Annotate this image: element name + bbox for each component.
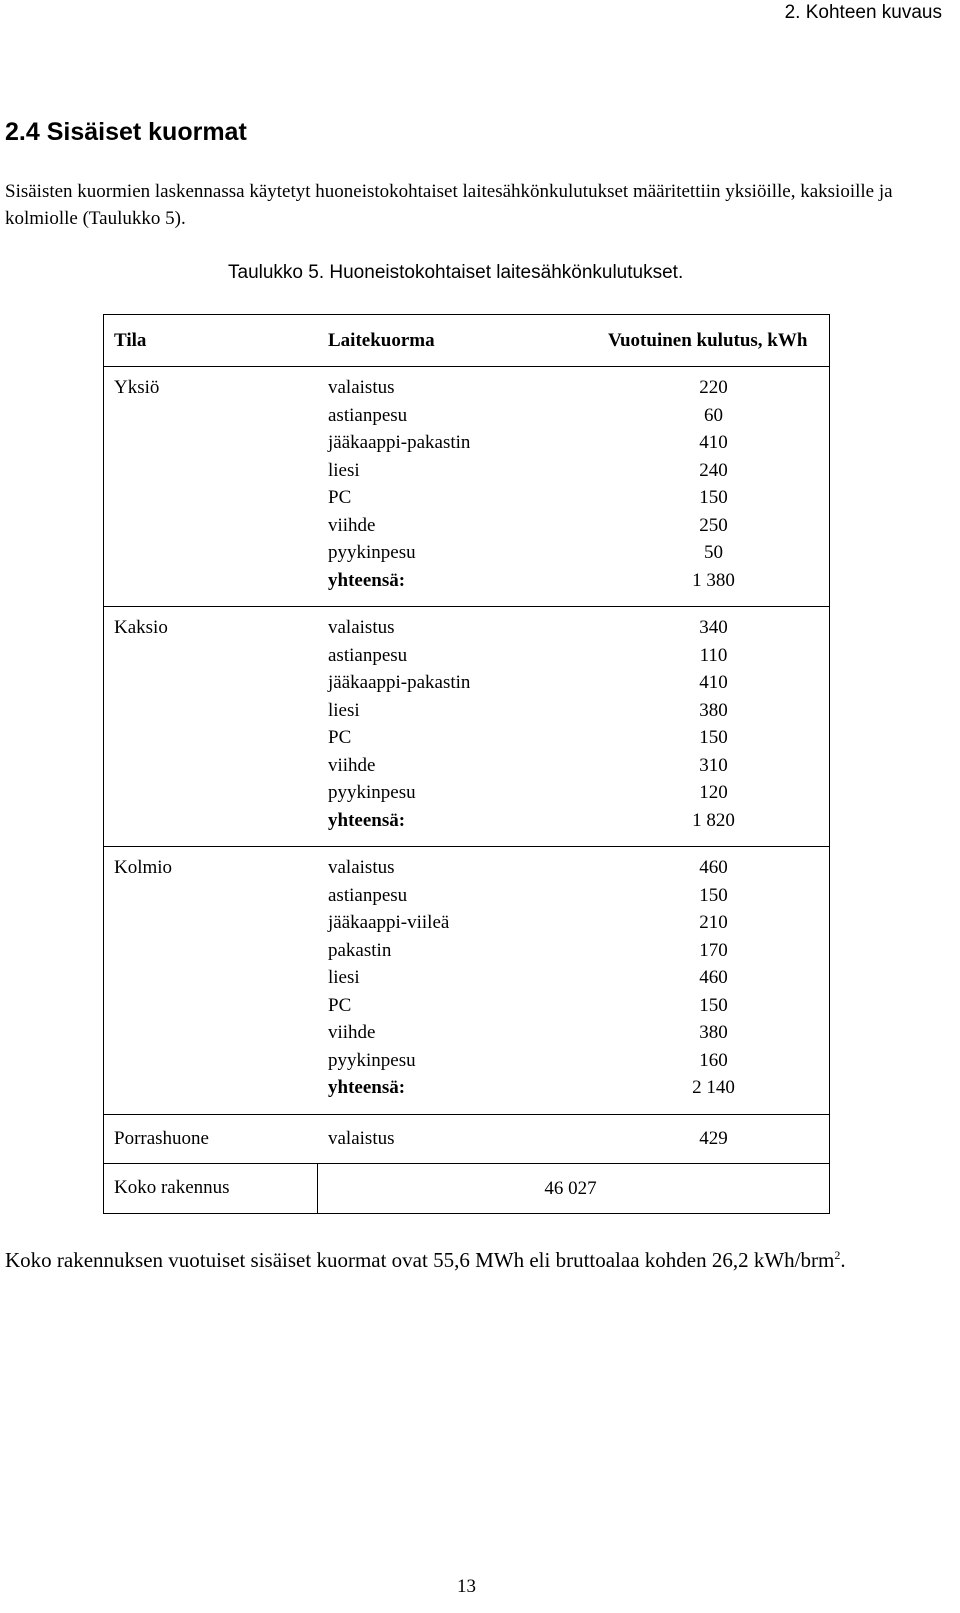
consumption-table	[103, 314, 830, 1214]
tila-label: Yksiö	[114, 377, 160, 398]
device-value: 150	[699, 884, 728, 906]
summary-end: .	[840, 1248, 846, 1272]
device-name: viihde	[328, 514, 376, 536]
device-name: valaistus	[328, 617, 395, 638]
device-name: viihde	[328, 754, 376, 776]
device-name: liesi	[328, 967, 360, 988]
device-name: jääkaappi-pakastin	[328, 432, 471, 453]
device-name: PC	[328, 487, 352, 508]
device-value: 170	[699, 939, 728, 961]
total-label: yhteensä:	[328, 569, 406, 591]
device-value: 460	[699, 967, 728, 988]
device-value: 410	[699, 432, 728, 453]
device-value: 380	[699, 1022, 728, 1043]
table-header-row	[104, 315, 829, 367]
device-value: 120	[699, 782, 728, 803]
running-header: 2. Kohteen kuvaus	[784, 2, 942, 23]
device-name: valaistus	[328, 377, 395, 398]
summary-paragraph	[5, 1248, 846, 1273]
device-value: 240	[699, 459, 728, 481]
header-laitekuorma: Laitekuorma	[328, 329, 435, 351]
device-name: PC	[328, 727, 352, 748]
device-name: jääkaappi-viileä	[328, 912, 450, 933]
device-name: pyykinpesu	[328, 782, 416, 803]
kulutus-list	[598, 374, 829, 594]
total-building-value: 46 027	[544, 1177, 597, 1199]
device-value: 150	[699, 727, 728, 748]
total-value: 1 380	[692, 569, 735, 591]
total-label: yhteensä:	[328, 809, 406, 831]
device-value: 150	[699, 487, 728, 508]
header-tila: Tila	[114, 329, 147, 351]
device-name: pakastin	[328, 939, 392, 961]
device-value: 220	[699, 377, 728, 398]
kulutus-list	[598, 854, 829, 1102]
device-value: 110	[699, 644, 728, 666]
device-value: 150	[699, 994, 728, 1016]
device-value: 380	[699, 699, 728, 721]
device-value: 160	[699, 1049, 728, 1071]
device-name: astianpesu	[328, 884, 408, 906]
device-name: astianpesu	[328, 404, 408, 426]
device-name: jääkaappi-pakastin	[328, 672, 471, 693]
laitekuorma-list	[318, 374, 598, 594]
kulutus-list	[598, 614, 829, 834]
laitekuorma-list	[318, 854, 598, 1102]
tila-label: Kaksio	[114, 617, 168, 638]
tila-kaksio	[104, 614, 318, 834]
section-heading: 2.4 Sisäiset kuormat	[5, 118, 247, 146]
tila-kolmio	[104, 854, 318, 1102]
total-value: 1 820	[692, 809, 735, 831]
device-value: 310	[699, 754, 728, 776]
device-name: valaistus	[328, 1127, 395, 1149]
device-value: 60	[704, 404, 723, 426]
header-kulutus: Vuotuinen kulutus, kWh	[608, 329, 808, 351]
table-caption: Taulukko 5. Huoneistokohtaiset laitesähkönkulutukset.	[228, 262, 684, 283]
tila-label: Koko rakennus	[104, 1164, 318, 1213]
device-name: liesi	[328, 459, 360, 481]
device-value: 250	[699, 514, 728, 536]
device-name: pyykinpesu	[328, 542, 416, 563]
intro-paragraph: Sisäisten kuormien laskennassa käytetyt huoneistokohtaiset laitesähkönkulutukset määritettiin yksiöille, kaksioille ja kolmiolle (Taulukko 5).	[5, 181, 893, 229]
group-kaksio	[104, 607, 829, 847]
device-name: viihde	[328, 1022, 376, 1043]
tila-yksio	[104, 374, 318, 594]
device-name: PC	[328, 994, 352, 1016]
total-value: 2 140	[692, 1077, 735, 1098]
total-label: yhteensä:	[328, 1077, 406, 1098]
device-name: liesi	[328, 699, 360, 721]
group-kolmio	[104, 847, 829, 1115]
device-name: pyykinpesu	[328, 1049, 416, 1071]
device-value: 429	[699, 1127, 728, 1149]
device-value: 210	[699, 912, 728, 933]
device-value: 50	[704, 542, 723, 563]
laitekuorma-list	[318, 614, 598, 834]
device-value: 410	[699, 672, 728, 693]
row-porrashuone	[104, 1115, 829, 1164]
page-number: 13	[457, 1576, 476, 1597]
device-name: valaistus	[328, 857, 395, 878]
group-yksio	[104, 367, 829, 607]
device-value: 340	[699, 617, 728, 638]
tila-label: Kolmio	[114, 857, 173, 878]
row-koko-rakennus	[104, 1164, 829, 1213]
summary-text: Koko rakennuksen vuotuiset sisäiset kuormat ovat 55,6 MWh eli bruttoalaa kohden 26,2 kWh/brm	[5, 1248, 835, 1272]
device-value: 460	[699, 857, 728, 878]
tila-label: Porrashuone	[114, 1127, 209, 1149]
device-name: astianpesu	[328, 644, 408, 666]
summary-superscript: 2	[834, 1248, 841, 1262]
